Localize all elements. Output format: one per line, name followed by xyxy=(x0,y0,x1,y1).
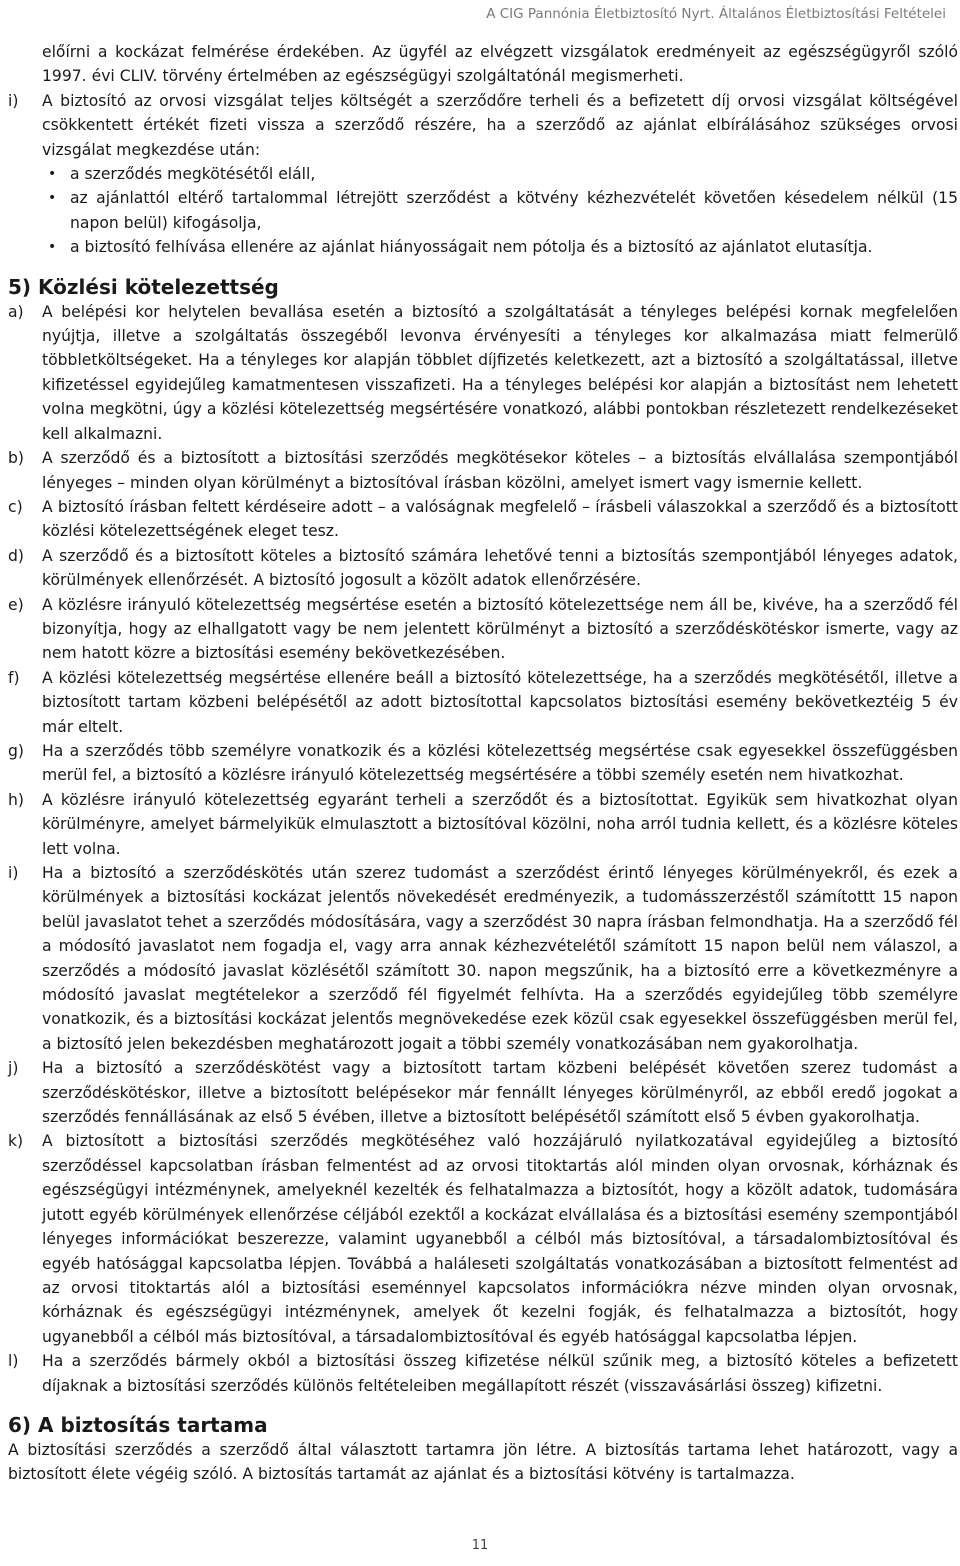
list-item-text: A közlési kötelezettség megsértése ellenére beáll a biztosító kötelezettsége, ha a szerződés megkötésétől, illetve a biztosított tartam közbeni belépésétől az adott biztosítottal kapcsolatos biztosítási esemény bekövetkeztéig 5 év már eltelt. xyxy=(42,668,958,736)
list-marker: i) xyxy=(8,864,19,882)
list-item xyxy=(8,446,958,495)
list-item-text: A közlésre irányuló kötelezettség egyaránt terheli a szerződőt és a biztosítottat. Egyikük sem hivatkozhat olyan körülményre, amelyet bármelyikük elmulasztott a biztosítóval közölni, noha arról tudnia kellett, és a közlésre köteles lett volna. xyxy=(42,790,958,858)
list-marker: f) xyxy=(8,668,20,687)
list-marker: l) xyxy=(8,1352,19,1371)
list-marker: g) xyxy=(8,741,24,760)
page-header: A CIG Pannónia Életbiztosító Nyrt. Általános Életbiztosítási Feltételei xyxy=(486,6,946,22)
list-item-text: A belépési kor helytelen bevallása esetén a biztosító a szolgáltatását a tényleges belépési kornak megfelelően nyújtja, illetve a szolgáltatás összegéből levonva érvényesíti a tényleges kor alkalmazása miatt felmerülő többletköltségeket. Ha a tényleges kor alapján többlet díjfizetés keletkezett, azt a biztosító a szolgáltatással, illetve kifizetéssel egyidejűleg kamatmentesen visszafizeti. Ha a tényleges belépési kor alapján a biztosítást nem lehetett volna megkötni, úgy a közlési kötelezettség megsértésére vonatkozó, alábbi pontokban részletezett rendelkezéseket kell alkalmazni. xyxy=(42,302,958,443)
list-item xyxy=(8,495,958,544)
list-marker: h) xyxy=(8,790,24,809)
list-item-text: Ha a szerződés bármely okból a biztosítási összeg kifizetése nélkül szűnik meg, a biztosító köteles a befizetett díjaknak a biztosítási szerződés különös feltételeiben megállapított részét (visszavásárlási összeg) kifizetni. xyxy=(42,1352,958,1395)
list-item-text: A szerződő és a biztosított a biztosítási szerződés megkötésekor köteles – a biztosítás elvállalása szempontjából lényeges – minden olyan körülményt a biztosítóval írásban közölni, amelyet ismert vagy ismernie kellett. xyxy=(42,449,958,492)
section-5-title: 5) Közlési kötelezettség xyxy=(8,274,279,299)
list-item xyxy=(8,788,958,861)
list-item-text: A biztosító az orvosi vizsgálat teljes költségét a szerződőre terheli és a befizetett díj orvosi vizsgálat költségével csökkentett értékét fizeti vissza a szerződő részére, ha a szerződő az ajánlat elbírálásához szükséges orvosi vizsgálat megkezdése után: xyxy=(42,91,958,159)
list-marker: c) xyxy=(8,497,23,516)
list-item-i-prev xyxy=(8,89,958,162)
list-item xyxy=(8,861,958,1056)
section-6-text: A biztosítási szerződés a szerződő által választott tartamra jön létre. A biztosítás tartama lehet határozott, vagy a biztosított élete végéig szóló. A biztosítás tartamát az ajánlat és a biztosítási kötvény is tartalmazza. xyxy=(8,1440,958,1484)
list-marker: b) xyxy=(8,449,24,468)
list-marker: a) xyxy=(8,302,24,321)
list-item xyxy=(8,300,958,446)
bullet-item: • a szerződés megkötésétől eláll, xyxy=(48,162,958,186)
list-marker: e) xyxy=(8,595,24,614)
list-marker: j) xyxy=(8,1059,19,1078)
list-marker: k) xyxy=(8,1132,24,1151)
list-item-text: A közlésre irányuló kötelezettség megsértése esetén a biztosító kötelezettsége nem áll be, kivéve, ha a szerződő fél bizonyítja, hogy az elhallgatott vagy be nem jelentett körülményt a biztosító a szerződéskötéskor ismerte, vagy az nem hatott közre a biztosítási esemény bekövetkezésében. xyxy=(42,595,958,663)
list-item xyxy=(8,593,958,666)
bullet-item: • az ajánlattól eltérő tartalommal létrejött szerződést a kötvény kézhezvételét követően késedelem nélkül (15 napon belül) kifogásolja, xyxy=(48,186,958,235)
document-body xyxy=(8,40,958,1487)
list-marker: d) xyxy=(8,546,24,565)
page-number: 11 xyxy=(471,1538,489,1553)
list-item-text: A biztosító írásban feltett kérdéseire adott – a valóságnak megfelelő – írásbeli válaszokkal a szerződő és a biztosított közlési kötelezettségének eleget tesz. xyxy=(42,497,958,541)
list-item-text: A biztosított a biztosítási szerződés megkötéséhez való hozzájáruló nyilatkozatával egyidejűleg a biztosító szerződéssel kapcsolatban írásban felmentést ad az orvosi titoktartás alól minden olyan orvosnak, kórháznak és egészségügyi intézménynek, amelyeknél kezelték és felhatalmazza a biztosítót, hogy a közölt adatok, tudomására jutott egyéb körülmények ellenőrzése céljából ezektől a kockázat elvállalása és a biztosítási esemény szempontjából lényeges információkat beszerezze, valamint ugyanebből a célból más biztosítóval, a társadalombiztosítóval és egyéb hatósággal kapcsolatba lépjen. Továbbá a haláleseti szolgáltatás vonatkozásában a biztosított felmentést ad az orvosi titoktartás alól a biztosítási eseménnyel kapcsolatos információkra nézve minden olyan orvosnak, kórháznak és egészségügyi intézménynek, amelyek őt kezelni fogják, és felhatalmazza a biztosítót, hogy ugyanebből a célból más biztosítóval, a társadalombiztosítóval és egyéb hatósággal kapcsolatba lépjen. xyxy=(42,1132,958,1346)
section-6-title: 6) A biztosítás tartama xyxy=(8,1412,268,1437)
bullet-list xyxy=(8,162,958,260)
list-item-text: A szerződő és a biztosított köteles a biztosító számára lehetővé tenni a biztosítás szempontjából lényeges adatok, körülmények ellenőrzését. A biztosító jogosult a közölt adatok ellenőrzésére. xyxy=(42,546,958,590)
list-item-text: Ha a szerződés több személyre vonatkozik és a közlési kötelezettség megsértése csak egyesekkel összefüggésben merül fel, a biztosító a közlésre irányuló kötelezettség megsértésére a többi személy esetén nem hivatkozhat. xyxy=(42,741,958,785)
list-item xyxy=(8,1056,958,1129)
intro-continuation: előírni a kockázat felmérése érdekében. Az ügyfél az elvégzett vizsgálatok eredményeit az egészségügyről szóló 1997. évi CLIV. törvény értelmében az egészségügyi szolgáltatónál megismerheti. xyxy=(42,43,958,86)
list-item xyxy=(8,739,958,788)
list-item xyxy=(8,1129,958,1349)
section-5-list xyxy=(8,300,958,1398)
list-item-text: Ha a biztosító a szerződéskötést vagy a biztosított tartam közbeni belépését követően szerez tudomást a szerződéskötéskor, illetve a biztosított belépésekor már fennállt lényeges körülményről, az ebből eredő jogokat a szerződés fennállásának az első 5 évében, illetve a biztosított belépésétől számított első 5 évben gyakorolhatja. xyxy=(42,1059,958,1127)
bullet-item: • a biztosító felhívása ellenére az ajánlat hiányosságait nem pótolja és a biztosító az ajánlatot elutasítja. xyxy=(48,235,958,259)
list-item-text: Ha a biztosító a szerződéskötés után szerez tudomást a szerződést érintő lényeges körülményekről, és ezek a körülmények a biztosítási kockázat jelentős növekedését eredményezik, a tudomásszerzéstől számítottt 15 napon belül javaslatot tehet a szerződés módosítására, vagy a szerződést 30 napra írásban felmondhatja. Ha a szerződő fél a módosító javaslatot nem fogadja el, vagy arra annak kézhezvételétől számított 15 napon belül nem válaszol, a szerződés a módosító javaslat közlésétől számított 30. napon megszűnik, ha a biztosító erre a következményre a módosító javaslat megtételekor a szerződő fél figyelmét felhívta. Ha a szerződés egyidejűleg több személyre vonatkozik, és a biztosítási kockázat jelentős megnövekedése ezek közül csak egyesekkel összefüggésben merül fel, a biztosító jelen bekezdésben meghatározott jogait a többi személy vonatkozásában nem gyakorolhatja. xyxy=(42,864,958,1053)
list-item xyxy=(8,544,958,593)
list-item xyxy=(8,666,958,739)
list-marker: i) xyxy=(8,91,19,110)
list-item xyxy=(8,1349,958,1398)
